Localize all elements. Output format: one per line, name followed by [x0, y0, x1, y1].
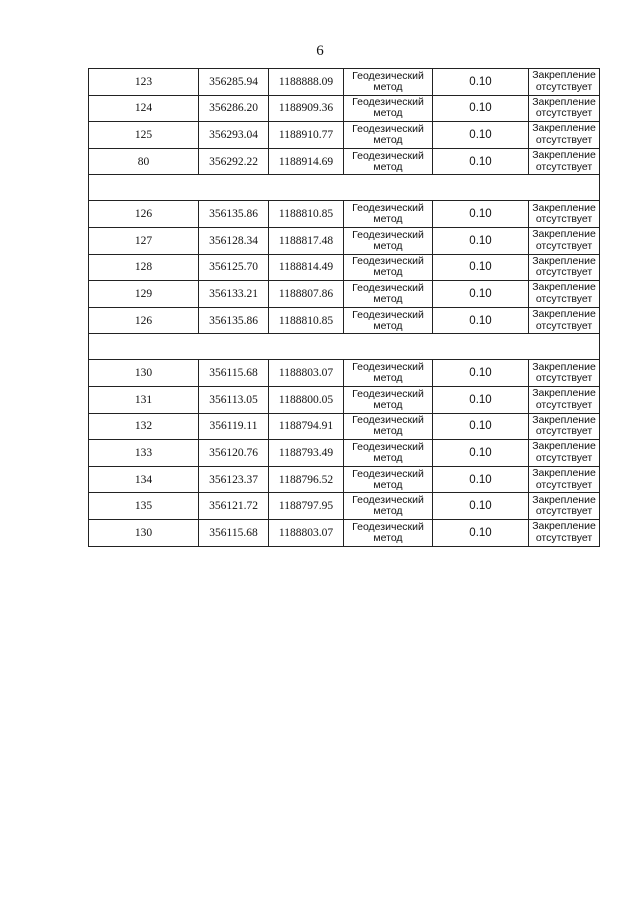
x-coordinate-cell: 356128.34 [199, 227, 269, 254]
x-coordinate-cell: 356135.86 [199, 201, 269, 228]
separator-row [89, 175, 600, 201]
fixing-text-line: отсутствует [535, 160, 593, 173]
method-text-line: метод [373, 505, 403, 518]
table-row [89, 466, 600, 493]
coordinates-table-body [89, 69, 600, 547]
point-number-cell: 126 [89, 307, 199, 334]
fixing-text-line: Закрепление [532, 413, 596, 426]
table-row [89, 440, 600, 467]
y-coordinate-cell: 1188796.52 [269, 466, 344, 493]
accuracy-cell: 0.10 [433, 227, 529, 254]
fixing-text-line: отсутствует [535, 398, 593, 411]
separator-cell [89, 334, 600, 360]
method-text-line: Геодезический [352, 520, 424, 533]
y-coordinate-cell: 1188817.48 [269, 227, 344, 254]
fixing-text-line: Закрепление [532, 95, 596, 108]
method-text-line: Геодезический [352, 228, 424, 241]
method-cell [344, 360, 433, 387]
table-row [89, 493, 600, 520]
x-coordinate-cell: 356120.76 [199, 440, 269, 467]
x-coordinate-cell: 356133.21 [199, 281, 269, 308]
fixing-text-line: Закрепление [532, 467, 596, 480]
y-coordinate-cell: 1188800.05 [269, 386, 344, 413]
fixing-text-line: Закрепление [532, 228, 596, 241]
accuracy-cell: 0.10 [433, 201, 529, 228]
method-cell [344, 466, 433, 493]
method-cell [344, 493, 433, 520]
method-text-line: метод [373, 160, 403, 173]
separator-cell [89, 175, 600, 201]
fixing-text-line: Закрепление [532, 69, 596, 82]
fixing-text-line: отсутствует [535, 425, 593, 438]
fixing-cell [529, 493, 600, 520]
separator-row [89, 334, 600, 360]
point-number-cell: 124 [89, 95, 199, 122]
method-text-line: метод [373, 213, 403, 226]
fixing-text-line: Закрепление [532, 281, 596, 294]
fixing-text-line: Закрепление [532, 440, 596, 453]
accuracy-cell: 0.10 [433, 69, 529, 96]
accuracy-cell: 0.10 [433, 466, 529, 493]
x-coordinate-cell: 356119.11 [199, 413, 269, 440]
x-coordinate-cell: 356125.70 [199, 254, 269, 281]
accuracy-cell: 0.10 [433, 254, 529, 281]
method-text-line: метод [373, 80, 403, 93]
fixing-text-line: Закрепление [532, 493, 596, 506]
y-coordinate-cell: 1188794.91 [269, 413, 344, 440]
table-row [89, 122, 600, 149]
table-row [89, 148, 600, 175]
x-coordinate-cell: 356115.68 [199, 519, 269, 546]
point-number-cell: 131 [89, 386, 199, 413]
fixing-text-line: отсутствует [535, 478, 593, 491]
method-text-line: Геодезический [352, 440, 424, 453]
fixing-cell [529, 386, 600, 413]
method-text-line: метод [373, 372, 403, 385]
fixing-cell [529, 122, 600, 149]
point-number-cell: 135 [89, 493, 199, 520]
method-cell [344, 148, 433, 175]
fixing-text-line: отсутствует [535, 451, 593, 464]
fixing-text-line: отсутствует [535, 107, 593, 120]
fixing-text-line: Закрепление [532, 308, 596, 321]
fixing-cell [529, 440, 600, 467]
table-row [89, 519, 600, 546]
table-row [89, 69, 600, 96]
accuracy-cell: 0.10 [433, 95, 529, 122]
fixing-cell [529, 307, 600, 334]
x-coordinate-cell: 356285.94 [199, 69, 269, 96]
method-text-line: метод [373, 478, 403, 491]
x-coordinate-cell: 356121.72 [199, 493, 269, 520]
method-cell [344, 386, 433, 413]
fixing-cell [529, 69, 600, 96]
y-coordinate-cell: 1188814.49 [269, 254, 344, 281]
method-cell [344, 281, 433, 308]
fixing-cell [529, 519, 600, 546]
accuracy-cell: 0.10 [433, 386, 529, 413]
method-cell [344, 227, 433, 254]
fixing-cell [529, 148, 600, 175]
accuracy-cell: 0.10 [433, 360, 529, 387]
accuracy-cell: 0.10 [433, 440, 529, 467]
fixing-cell [529, 413, 600, 440]
x-coordinate-cell: 356115.68 [199, 360, 269, 387]
fixing-text-line: отсутствует [535, 80, 593, 93]
method-cell [344, 254, 433, 281]
method-text-line: метод [373, 398, 403, 411]
method-text-line: Геодезический [352, 96, 424, 109]
fixing-text-line: отсутствует [535, 505, 593, 518]
method-text-line: метод [373, 531, 403, 544]
fixing-cell [529, 360, 600, 387]
method-cell [344, 413, 433, 440]
method-text-line: Геодезический [352, 494, 424, 507]
x-coordinate-cell: 356123.37 [199, 466, 269, 493]
point-number-cell: 132 [89, 413, 199, 440]
accuracy-cell: 0.10 [433, 281, 529, 308]
table-row [89, 413, 600, 440]
y-coordinate-cell: 1188797.95 [269, 493, 344, 520]
x-coordinate-cell: 356293.04 [199, 122, 269, 149]
accuracy-cell: 0.10 [433, 307, 529, 334]
fixing-cell [529, 227, 600, 254]
point-number-cell: 125 [89, 122, 199, 149]
fixing-text-line: Закрепление [532, 149, 596, 162]
page-number: 6 [316, 43, 324, 59]
fixing-text-line: отсутствует [535, 213, 593, 226]
accuracy-cell: 0.10 [433, 493, 529, 520]
accuracy-cell: 0.10 [433, 148, 529, 175]
fixing-text-line: отсутствует [535, 372, 593, 385]
method-cell [344, 440, 433, 467]
fixing-cell [529, 466, 600, 493]
y-coordinate-cell: 1188888.09 [269, 69, 344, 96]
table-row [89, 386, 600, 413]
method-text-line: Геодезический [352, 122, 424, 135]
method-text-line: Геодезический [352, 202, 424, 215]
fixing-text-line: отсутствует [535, 531, 593, 544]
fixing-text-line: Закрепление [532, 387, 596, 400]
table-row [89, 95, 600, 122]
point-number-cell: 80 [89, 148, 199, 175]
accuracy-cell: 0.10 [433, 122, 529, 149]
point-number-cell: 123 [89, 69, 199, 96]
point-number-cell: 128 [89, 254, 199, 281]
method-text-line: метод [373, 425, 403, 438]
method-text-line: Геодезический [352, 255, 424, 268]
fixing-text-line: Закрепление [532, 254, 596, 267]
table-row [89, 201, 600, 228]
fixing-text-line: отсутствует [535, 292, 593, 305]
point-number-cell: 130 [89, 519, 199, 546]
y-coordinate-cell: 1188803.07 [269, 519, 344, 546]
fixing-cell [529, 281, 600, 308]
method-cell [344, 95, 433, 122]
y-coordinate-cell: 1188910.77 [269, 122, 344, 149]
x-coordinate-cell: 356135.86 [199, 307, 269, 334]
method-text-line: Геодезический [352, 308, 424, 321]
y-coordinate-cell: 1188914.69 [269, 148, 344, 175]
method-text-line: Геодезический [352, 361, 424, 374]
method-text-line: метод [373, 292, 403, 305]
table-row [89, 360, 600, 387]
method-text-line: метод [373, 133, 403, 146]
table-row [89, 227, 600, 254]
method-cell [344, 201, 433, 228]
y-coordinate-cell: 1188909.36 [269, 95, 344, 122]
x-coordinate-cell: 356113.05 [199, 386, 269, 413]
y-coordinate-cell: 1188810.85 [269, 307, 344, 334]
x-coordinate-cell: 356292.22 [199, 148, 269, 175]
fixing-text-line: отсутствует [535, 319, 593, 332]
fixing-cell [529, 95, 600, 122]
fixing-text-line: отсутствует [535, 266, 593, 279]
coordinates-table [88, 68, 600, 547]
table-row [89, 254, 600, 281]
table-row [89, 307, 600, 334]
fixing-text-line: Закрепление [532, 360, 596, 373]
fixing-cell [529, 254, 600, 281]
fixing-text-line: отсутствует [535, 239, 593, 252]
point-number-cell: 127 [89, 227, 199, 254]
fixing-text-line: отсутствует [535, 133, 593, 146]
x-coordinate-cell: 356286.20 [199, 95, 269, 122]
y-coordinate-cell: 1188793.49 [269, 440, 344, 467]
method-text-line: метод [373, 319, 403, 332]
method-text-line: Геодезический [352, 281, 424, 294]
method-text-line: Геодезический [352, 149, 424, 162]
fixing-text-line: Закрепление [532, 122, 596, 135]
method-text-line: Геодезический [352, 69, 424, 82]
method-cell [344, 122, 433, 149]
method-text-line: метод [373, 107, 403, 120]
fixing-cell [529, 201, 600, 228]
method-cell [344, 519, 433, 546]
point-number-cell: 133 [89, 440, 199, 467]
table-row [89, 281, 600, 308]
method-text-line: метод [373, 266, 403, 279]
point-number-cell: 126 [89, 201, 199, 228]
fixing-text-line: Закрепление [532, 201, 596, 214]
method-text-line: Геодезический [352, 414, 424, 427]
fixing-text-line: Закрепление [532, 520, 596, 533]
method-text-line: метод [373, 451, 403, 464]
method-cell [344, 69, 433, 96]
point-number-cell: 130 [89, 360, 199, 387]
method-text-line: метод [373, 239, 403, 252]
y-coordinate-cell: 1188803.07 [269, 360, 344, 387]
y-coordinate-cell: 1188807.86 [269, 281, 344, 308]
point-number-cell: 134 [89, 466, 199, 493]
accuracy-cell: 0.10 [433, 413, 529, 440]
accuracy-cell: 0.10 [433, 519, 529, 546]
method-text-line: Геодезический [352, 467, 424, 480]
point-number-cell: 129 [89, 281, 199, 308]
method-text-line: Геодезический [352, 387, 424, 400]
method-cell [344, 307, 433, 334]
y-coordinate-cell: 1188810.85 [269, 201, 344, 228]
